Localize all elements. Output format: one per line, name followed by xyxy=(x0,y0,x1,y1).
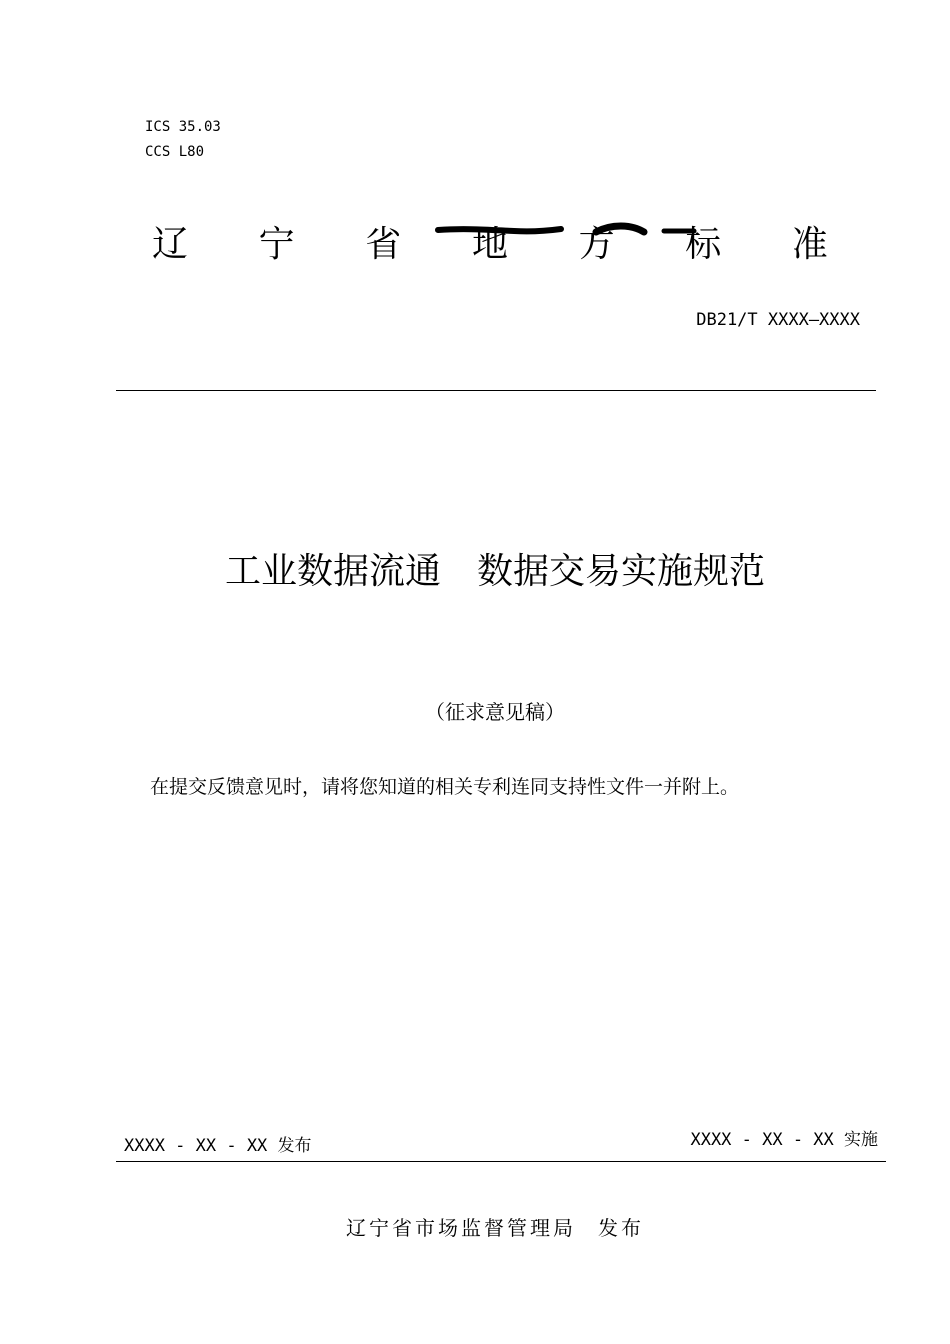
standard-type-char: 方 xyxy=(578,224,615,265)
issuer-org: 辽宁省市场监督管理局 xyxy=(346,1216,576,1240)
document-title-part1: 工业数据流通 xyxy=(224,551,441,592)
document-title-part2: 数据交易实施规范 xyxy=(477,551,766,592)
footer-divider xyxy=(116,1161,886,1162)
standard-type-char: 准 xyxy=(791,224,828,265)
standard-type-char: 省 xyxy=(365,224,402,265)
standard-type-char: 地 xyxy=(471,224,508,265)
overline-stroke-decoration xyxy=(436,218,696,238)
standard-code: DB21/T XXXX—XXXX xyxy=(696,310,860,330)
issue-date: XXXX - XX - XX 发布 xyxy=(124,1136,312,1156)
issuing-authority xyxy=(0,1214,950,1242)
issuer-action: 发布 xyxy=(598,1216,644,1240)
header-divider xyxy=(116,390,876,391)
ccs-code: CCS L80 xyxy=(145,144,205,160)
patent-note: 在提交反馈意见时，请将您知道的相关专利连同支持性文件一并附上。 xyxy=(150,776,740,798)
standard-type-char: 辽 xyxy=(151,224,188,265)
draft-label: （征求意见稿） xyxy=(425,700,565,724)
ics-code: ICS 35.03 xyxy=(145,119,221,135)
document-title xyxy=(0,548,950,596)
implementation-date: XXXX - XX - XX 实施 xyxy=(690,1130,878,1150)
standard-type-char: 标 xyxy=(685,224,722,265)
standard-type-char: 宁 xyxy=(258,224,295,265)
